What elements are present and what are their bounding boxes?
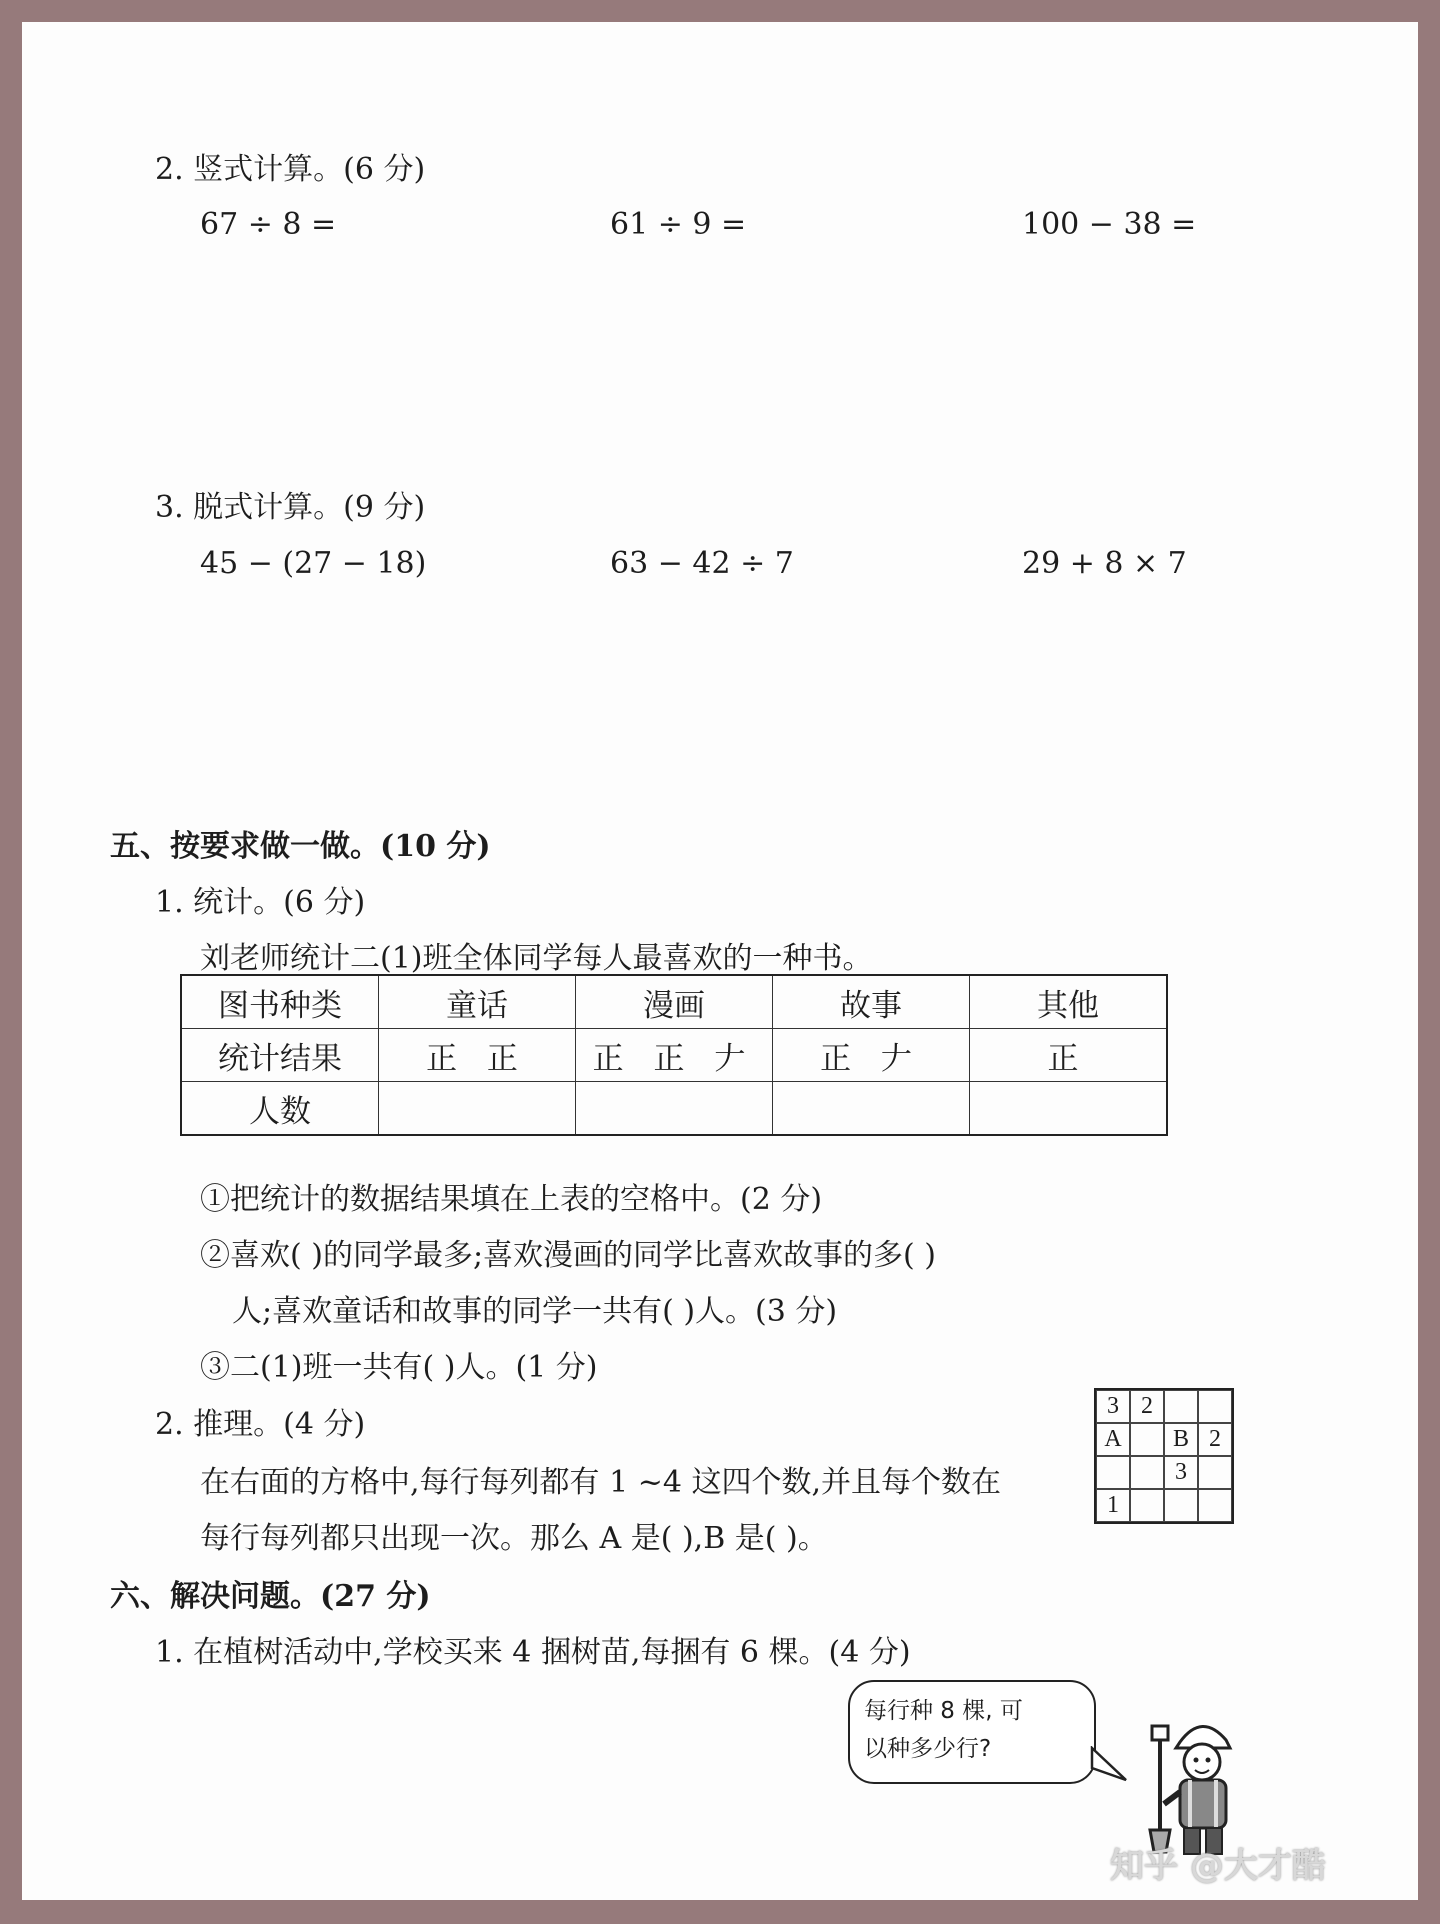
grid-cell <box>1198 1489 1232 1522</box>
table-header-cell: 故事 <box>773 975 970 1029</box>
section6-title: 六、解决问题。(27 分) <box>110 1579 431 1614</box>
grid-cell <box>1130 1456 1164 1489</box>
watermark: 知乎 @大才酷 <box>1110 1846 1326 1886</box>
q2-title: 2. 竖式计算。(6 分) <box>155 152 426 187</box>
table-header-cell: 漫画 <box>576 975 773 1029</box>
speech-bubble-line-1: 每行种 8 棵, 可 <box>864 1698 1023 1724</box>
table-row-label: 统计结果 <box>181 1029 379 1082</box>
section5-question-3: ③二(1)班一共有( )人。(1 分) <box>200 1350 598 1385</box>
q3-item-1: 45 − (27 − 18) <box>200 546 427 581</box>
reasoning-text-2: 每行每列都只出现一次。那么 A 是( ),B 是( )。 <box>200 1521 828 1556</box>
section5-question-2b: 人;喜欢童话和故事的同学一共有( )人。(3 分) <box>232 1294 838 1329</box>
q2-item-2: 61 ÷ 9 = <box>610 207 747 242</box>
grid-cell: 2 <box>1198 1423 1232 1456</box>
grid-cell: 1 <box>1096 1489 1130 1522</box>
table-header-cell: 童话 <box>379 975 576 1029</box>
section5-sub1: 1. 统计。(6 分) <box>155 885 366 920</box>
grid-cell: B <box>1164 1423 1198 1456</box>
grid-cell <box>1130 1489 1164 1522</box>
section6-problem-1: 1. 在植树活动中,学校买来 4 捆树苗,每捆有 6 棵。(4 分) <box>155 1635 911 1670</box>
number-grid <box>1094 1388 1234 1524</box>
section5-question-2a: ②喜欢( )的同学最多;喜欢漫画的同学比喜欢故事的多( ) <box>200 1238 936 1273</box>
answer-cell[interactable] <box>773 1082 970 1136</box>
section5-question-1: ①把统计的数据结果填在上表的空格中。(2 分) <box>200 1182 823 1217</box>
section5-title: 五、按要求做一做。(10 分) <box>110 829 491 864</box>
table-header-cell: 图书种类 <box>181 975 379 1029</box>
grid-cell <box>1096 1456 1130 1489</box>
stats-table <box>180 974 1168 1136</box>
speech-bubble-tail <box>1090 1746 1130 1786</box>
grid-cell <box>1198 1456 1232 1489</box>
table-row <box>181 975 1167 1029</box>
tally-cell: 正 𠂇 <box>773 1029 970 1082</box>
table-row <box>181 1082 1167 1136</box>
table-row-label: 人数 <box>181 1082 379 1136</box>
tally-cell: 正 正 <box>379 1029 576 1082</box>
answer-cell[interactable] <box>379 1082 576 1136</box>
tally-cell: 正 正 𠂇 <box>576 1029 773 1082</box>
grid-cell: 3 <box>1164 1456 1198 1489</box>
grid-cell: A <box>1096 1423 1130 1456</box>
section5-sub2: 2. 推理。(4 分) <box>155 1407 366 1442</box>
q3-item-2: 63 − 42 ÷ 7 <box>610 546 794 581</box>
section5-intro: 刘老师统计二(1)班全体同学每人最喜欢的一种书。 <box>200 941 873 976</box>
tally-cell: 正 <box>970 1029 1168 1082</box>
table-header-cell: 其他 <box>970 975 1168 1029</box>
q3-item-3: 29 + 8 × 7 <box>1022 546 1187 581</box>
reasoning-text-1: 在右面的方格中,每行每列都有 1 ~4 这四个数,并且每个数在 <box>200 1465 1001 1500</box>
grid-cell <box>1164 1489 1198 1522</box>
table-row <box>181 1029 1167 1082</box>
q2-item-3: 100 − 38 = <box>1022 207 1197 242</box>
q3-title: 3. 脱式计算。(9 分) <box>155 490 426 525</box>
grid-cell <box>1130 1423 1164 1456</box>
grid-cell <box>1198 1390 1232 1423</box>
speech-bubble-line-2: 以种多少行? <box>864 1736 992 1762</box>
speech-bubble <box>848 1680 1096 1784</box>
grid-cell: 2 <box>1130 1390 1164 1423</box>
answer-cell[interactable] <box>970 1082 1168 1136</box>
q2-item-1: 67 ÷ 8 = <box>200 207 337 242</box>
grid-cell <box>1164 1390 1198 1423</box>
grid-cell: 3 <box>1096 1390 1130 1423</box>
answer-cell[interactable] <box>576 1082 773 1136</box>
